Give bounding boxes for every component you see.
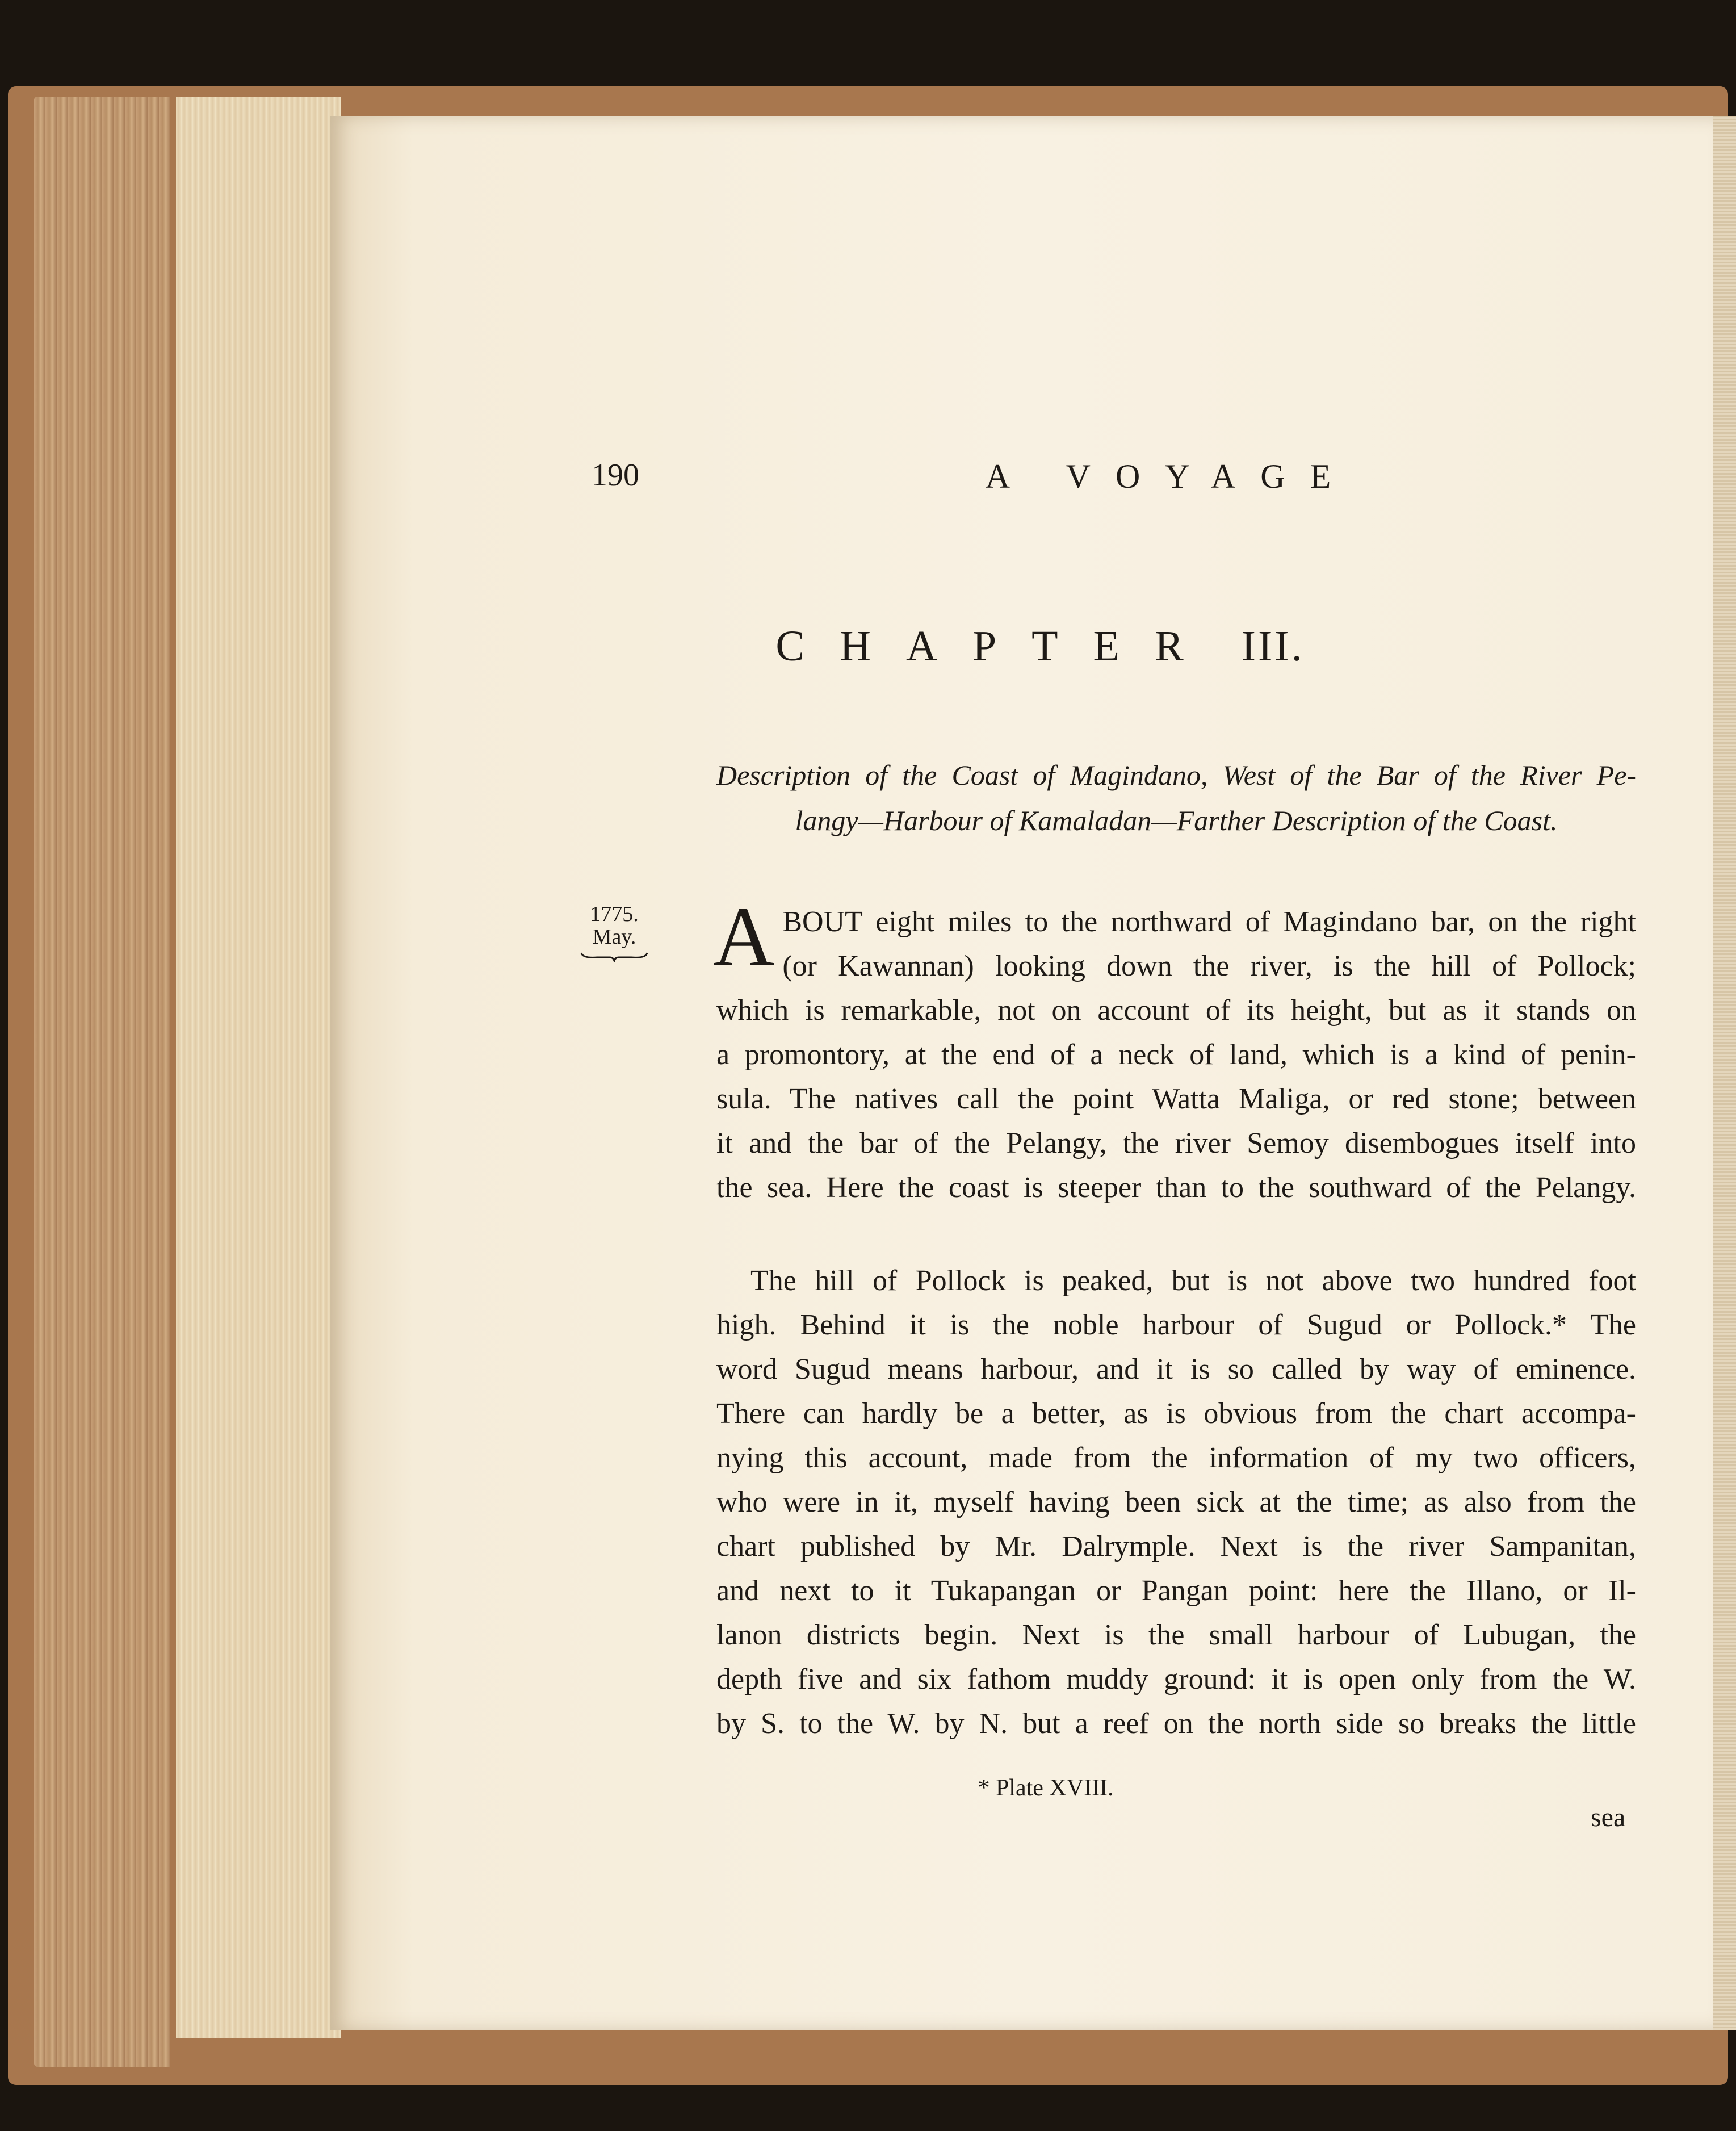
paragraph-line: which is remarkable, not on account of its height, but as it stands on [716, 994, 1636, 1027]
right-page-edges [1713, 116, 1736, 2030]
paragraph-1 [713, 890, 1636, 1210]
paragraph-line: high. Behind it is the noble harbour of Sugud or Pollock.* The [716, 1309, 1636, 1341]
paragraph-line: the sea. Here the coast is steeper than to the southward of the Pelangy. [716, 1171, 1636, 1204]
paragraph-line: a promontory, at the end of a neck of land, which is a kind of penin- [716, 1039, 1636, 1071]
chapter-subtitle [716, 752, 1636, 843]
brace-icon [580, 951, 648, 962]
catchword: sea [1591, 1802, 1626, 1832]
paragraph-line: chart published by Mr. Dalrymple. Next is the river Sampanitan, [716, 1530, 1636, 1563]
chapter-number: III. [1241, 622, 1305, 670]
paragraph-line: who were in it, myself having been sick at the time; as also from the [716, 1486, 1636, 1518]
paragraph-line: (or Kawannan) looking down the river, is the hill of Pollock; [782, 950, 1636, 982]
left-page-edges [34, 97, 170, 2067]
margin-year: 1775. [590, 902, 639, 926]
margin-date-note [580, 903, 648, 962]
running-title: A VOYAGE [985, 458, 1356, 495]
paragraph-line: The hill of Pollock is peaked, but is not above two hundred foot [750, 1265, 1636, 1297]
paragraph-2 [716, 1259, 1636, 1746]
chapter-label: CHAPTER [775, 622, 1219, 670]
paragraph-line: There can hardly be a better, as is obvious from the chart accompa- [716, 1397, 1636, 1430]
paragraph-line: word Sugud means harbour, and it is so called by way of eminence. [716, 1353, 1636, 1385]
running-head [592, 457, 1625, 503]
subtitle-line-2: langy—Harbour of Kamaladan—Farther Description of the Coast. [795, 805, 1558, 836]
paragraph-line: sula. The natives call the point Watta Maliga, or red stone; between [716, 1083, 1636, 1115]
paragraph-line: BOUT eight miles to the northward of Magindano bar, on the right [782, 906, 1636, 938]
paragraph-line: by S. to the W. by N. but a reef on the north side so breaks the little [716, 1707, 1636, 1740]
page [330, 116, 1716, 2030]
margin-month: May. [592, 925, 636, 949]
chapter-heading [330, 622, 1716, 671]
paragraph-line: it and the bar of the Pelangy, the river Semoy disembogues itself into [716, 1127, 1636, 1159]
page-number: 190 [592, 458, 639, 493]
page-content [330, 116, 1716, 2030]
paragraph-line: nying this account, made from the information of my two officers, [716, 1442, 1636, 1474]
paragraph-line: depth five and six fathom muddy ground: it is open only from the W. [716, 1663, 1636, 1695]
drop-cap: A [713, 890, 775, 984]
paragraph-line: and next to it Tukapangan or Pangan point: here the Illano, or Il- [716, 1575, 1636, 1607]
footnote: * Plate XVIII. [978, 1775, 1114, 1801]
subtitle-line-1: Description of the Coast of Magindano, West of the Bar of the River Pe- [716, 759, 1636, 791]
paragraph-line: lanon districts begin. Next is the small harbour of Lubugan, the [716, 1619, 1636, 1651]
